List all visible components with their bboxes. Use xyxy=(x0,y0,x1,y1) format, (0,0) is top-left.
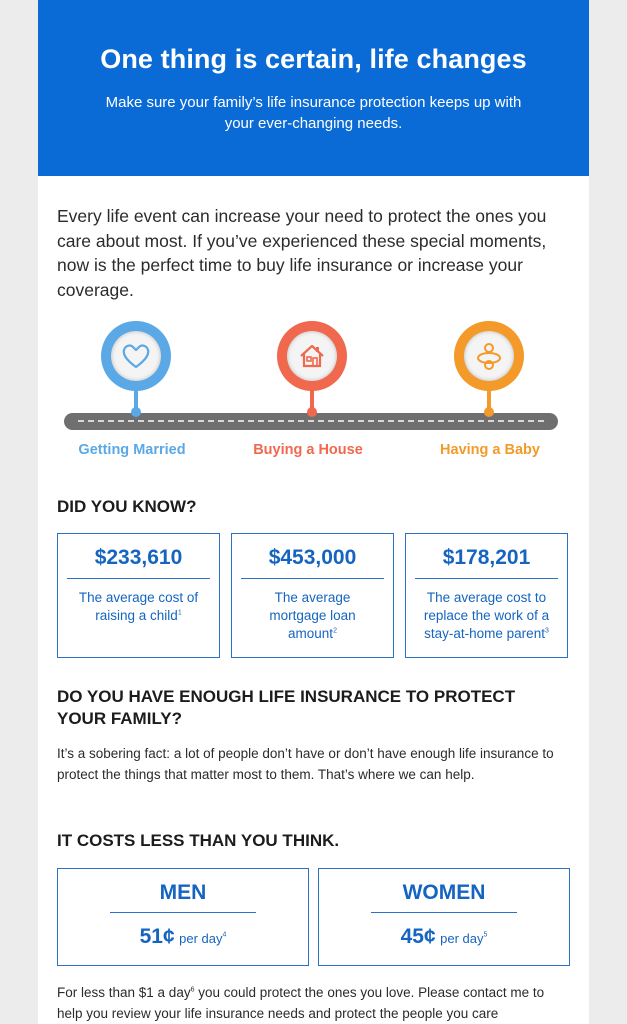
event-label-married: Getting Married xyxy=(78,442,186,458)
event-label-baby: Having a Baby xyxy=(440,442,540,458)
footnote-marker: 3 xyxy=(544,627,549,635)
hero-subtitle: Make sure your family’s life insurance protection keeps up with your ever-changing needs. xyxy=(105,94,522,132)
stat-value: $233,610 xyxy=(94,546,183,569)
stat-card-mortgage xyxy=(231,533,394,658)
heart-icon xyxy=(121,341,151,371)
timeline-pin-baby xyxy=(454,321,524,391)
footnote-marker: 1 xyxy=(177,609,182,617)
cost-price: 45¢ per day$^5$ xyxy=(400,925,488,948)
pacifier-icon xyxy=(474,341,504,371)
cost-price: 51¢ per day$^4$ xyxy=(139,925,227,948)
cost-card-men xyxy=(57,868,309,966)
cost-group: WOMEN xyxy=(402,881,486,904)
footnote-marker: 4 xyxy=(222,931,227,939)
footnote-marker: 5 xyxy=(483,931,488,939)
stat-description: The average mortgage loan amount$^2$ xyxy=(269,590,356,641)
stat-card-parent xyxy=(405,533,568,658)
page xyxy=(38,0,589,1024)
enough-insurance-body: It’s a sobering fact: a lot of people don’t have or don’t have enough life insurance to protect the things that matter most to them. That’s where we can help. xyxy=(57,746,554,782)
stat-value: $453,000 xyxy=(268,546,357,569)
intro-paragraph: Every life event can increase your need to protect the ones you care about most. If you’ve experienced these special moments, now is the perfect time to buy life insurance or increase your coverage. xyxy=(57,206,547,300)
closing-paragraph: For less than $1 a day$^6$ you could protect the ones you love. Please contact me to help you review your life insurance needs and protect the people you care xyxy=(57,985,545,1021)
cost-card-women xyxy=(318,868,570,966)
event-label-house: Buying a House xyxy=(253,442,363,458)
costs-heading: IT COSTS LESS THAN YOU THINK. xyxy=(57,831,340,850)
stat-description: The average cost to replace the work of a stay-at-home parent$^3$ xyxy=(423,590,550,641)
footnote-marker: 2 xyxy=(333,627,337,635)
stat-value: $178,201 xyxy=(442,546,531,569)
timeline-pin-married xyxy=(101,321,171,391)
did-you-know-heading: DID YOU KNOW? xyxy=(57,497,197,516)
house-icon xyxy=(297,341,327,371)
stat-card-child xyxy=(57,533,220,658)
cost-group: MEN xyxy=(159,881,207,904)
hero-title: One thing is certain, life changes xyxy=(100,44,527,74)
stat-description: The average cost of raising a child$^1$ xyxy=(78,590,199,623)
hero-banner xyxy=(38,0,589,176)
enough-insurance-heading: DO YOU HAVE ENOUGH LIFE INSURANCE TO PROTECT YOUR FAMILY? xyxy=(57,687,516,728)
footnote-marker: 6 xyxy=(190,986,195,994)
timeline-pin-house xyxy=(277,321,347,391)
